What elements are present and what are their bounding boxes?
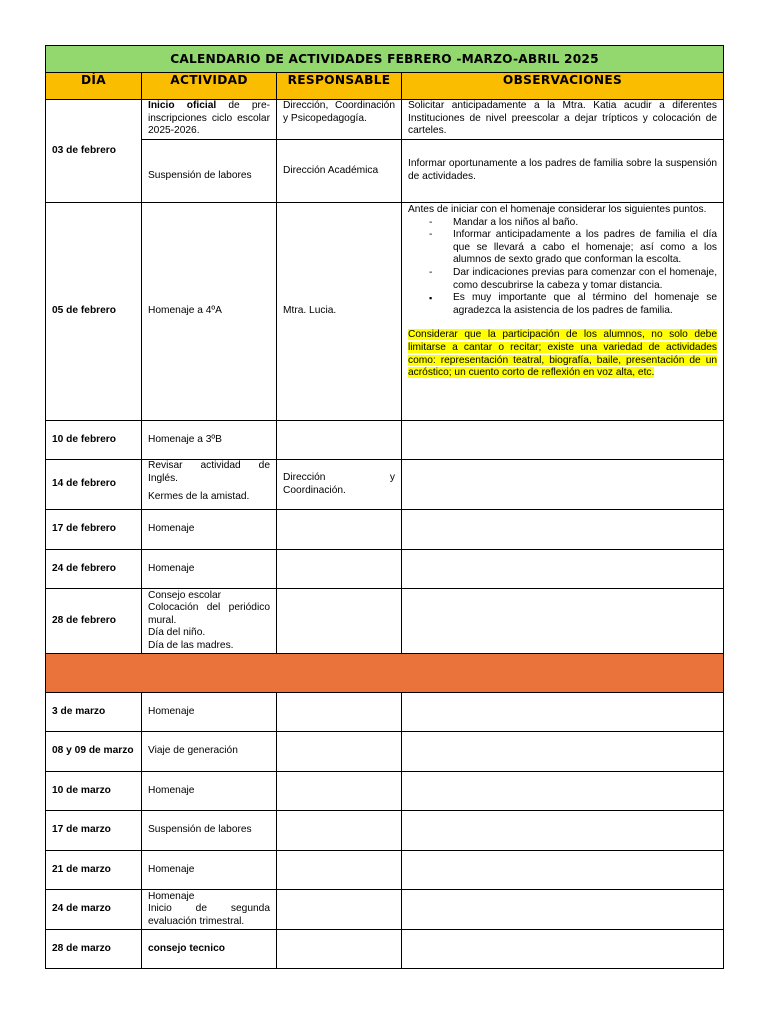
activity-cell [142, 100, 277, 140]
table-row [46, 550, 724, 589]
activity-cell: consejo tecnico [142, 930, 277, 969]
responsible-cell [277, 421, 402, 460]
responsible-cell [277, 930, 402, 969]
table-row [46, 890, 724, 930]
activity-cell: Homenaje a 3ºB [142, 421, 277, 460]
activity-cell: Homenaje [142, 550, 277, 589]
header-dia: DÍA [46, 73, 142, 100]
activity-line: Colocación del periódico mural. [148, 602, 270, 626]
responsible-word: Dirección [283, 471, 326, 483]
month-separator [46, 654, 724, 693]
activities-calendar-table [45, 45, 724, 969]
observation-cell [402, 890, 724, 930]
activity-line: Día de las madres. [148, 639, 234, 651]
day-cell: 08 y 09 de marzo [46, 732, 142, 772]
responsible-line [283, 472, 395, 485]
activity-bold-text: Inicio oficial [148, 100, 217, 111]
list-item: ▪ Es muy importante que al término del homenaje se agradezca la asistencia de los padres de familia. [408, 292, 717, 317]
highlighted-note [408, 329, 717, 379]
observation-intro: Antes de iniciar con el homenaje considerar los siguientes puntos. [408, 204, 707, 215]
table-row [46, 930, 724, 969]
title-row [46, 46, 724, 73]
observation-cell [402, 811, 724, 851]
activity-word: Inicio [148, 903, 172, 915]
table-row [46, 140, 724, 203]
table-row [46, 460, 724, 510]
table-row [46, 203, 724, 421]
day-cell: 17 de marzo [46, 811, 142, 851]
observation-cell [402, 421, 724, 460]
responsible-cell [277, 589, 402, 654]
observation-cell [402, 460, 724, 510]
activity-cell: Suspensión de labores [142, 811, 277, 851]
activity-cell [142, 589, 277, 654]
observation-cell [402, 510, 724, 550]
activity-line: evaluación trimestral. [148, 915, 245, 927]
activity-cell: Viaje de generación [142, 732, 277, 772]
responsible-cell: Dirección Académica [277, 140, 402, 203]
calendar-title: CALENDARIO DE ACTIVIDADES FEBRERO -MARZO-ABRIL 2025 [46, 46, 724, 73]
observation-cell [402, 851, 724, 890]
activity-line: Día del niño. [148, 627, 206, 639]
activity-cell: Homenaje [142, 693, 277, 732]
responsible-cell: Mtra. Lucia. [277, 203, 402, 421]
day-cell: 21 de marzo [46, 851, 142, 890]
responsible-cell [277, 851, 402, 890]
day-cell: 24 de febrero [46, 550, 142, 589]
responsible-cell [277, 811, 402, 851]
observation-cell [402, 732, 724, 772]
activity-line: Kermes de la amistad. [148, 491, 250, 503]
activity-line [148, 903, 270, 916]
responsible-cell [277, 732, 402, 772]
day-cell: 28 de marzo [46, 930, 142, 969]
activity-text: de pre-inscripciones ciclo escolar 2025-2026. [148, 100, 271, 137]
responsible-cell [277, 890, 402, 930]
list-item: - Dar indicaciones previas para comenzar con el homenaje, como descubrirse la cabeza y tomar distancia. [408, 267, 717, 292]
table-row [46, 100, 724, 140]
responsible-word: y [389, 471, 395, 483]
header-actividad: ACTIVIDAD [142, 73, 277, 100]
highlighted-text: Considerar que la participación de los alumnos, no solo debe limitarse a cantar o recitar; existe una variedad de actividades como: representación teatral, biografía, baile, presentación de un acróstico; un cuento corto de reflexión en voz alta, etc. [408, 329, 718, 379]
observation-cell [402, 772, 724, 811]
header-observaciones: OBSERVACIONES [402, 73, 724, 100]
table-row [46, 589, 724, 654]
responsible-line: Coordinación. [283, 484, 346, 496]
list-item: - Mandar a los niños al baño. [408, 217, 717, 230]
responsible-cell [277, 460, 402, 510]
day-cell: 17 de febrero [46, 510, 142, 550]
observation-cell [402, 550, 724, 589]
activity-line: Consejo escolar [148, 589, 222, 601]
observation-cell [402, 589, 724, 654]
header-responsable: RESPONSABLE [277, 73, 402, 100]
responsible-cell [277, 550, 402, 589]
activity-word: de [195, 903, 208, 915]
day-cell: 14 de febrero [46, 460, 142, 510]
table-row [46, 510, 724, 550]
responsible-cell: Dirección, Coordinación y Psicopedagogía. [277, 100, 402, 140]
table-row [46, 772, 724, 811]
activity-cell: Homenaje a 4ºA [142, 203, 277, 421]
activity-cell: Suspensión de labores [142, 140, 277, 203]
responsible-cell [277, 772, 402, 811]
responsible-cell [277, 510, 402, 550]
table-row [46, 732, 724, 772]
day-cell: 03 de febrero [46, 100, 142, 203]
activity-cell: Homenaje [142, 851, 277, 890]
day-cell: 10 de marzo [46, 772, 142, 811]
activity-line: Revisar actividad de Inglés. [148, 460, 270, 484]
day-cell: 10 de febrero [46, 421, 142, 460]
header-row [46, 73, 724, 100]
day-cell: 24 de marzo [46, 890, 142, 930]
list-item: - Informar anticipadamente a los padres de familia el día que se llevará a cabo el homenaje; así como a los alumnos de sexto grado que conforman la escolta. [408, 229, 717, 267]
table-row [46, 851, 724, 890]
day-cell: 28 de febrero [46, 589, 142, 654]
table-row [46, 811, 724, 851]
observation-list [408, 217, 717, 318]
activity-cell: Homenaje [142, 772, 277, 811]
activity-word: segunda [230, 903, 270, 915]
day-cell: 05 de febrero [46, 203, 142, 421]
activity-line: Homenaje [148, 890, 195, 902]
observation-cell [402, 930, 724, 969]
day-cell: 3 de marzo [46, 693, 142, 732]
activity-cell: Homenaje [142, 510, 277, 550]
activity-cell [142, 890, 277, 930]
observation-cell [402, 693, 724, 732]
month-separator-row [46, 654, 724, 693]
observation-cell: Solicitar anticipadamente a la Mtra. Katia acudir a diferentes Instituciones de nivel preescolar a dejar trípticos y colocación de carteles. [402, 100, 724, 140]
observation-cell [402, 203, 724, 421]
table-row [46, 421, 724, 460]
table-row [46, 693, 724, 732]
activity-cell [142, 460, 277, 510]
responsible-cell [277, 693, 402, 732]
observation-cell: Informar oportunamente a los padres de familia sobre la suspensión de actividades. [402, 140, 724, 203]
